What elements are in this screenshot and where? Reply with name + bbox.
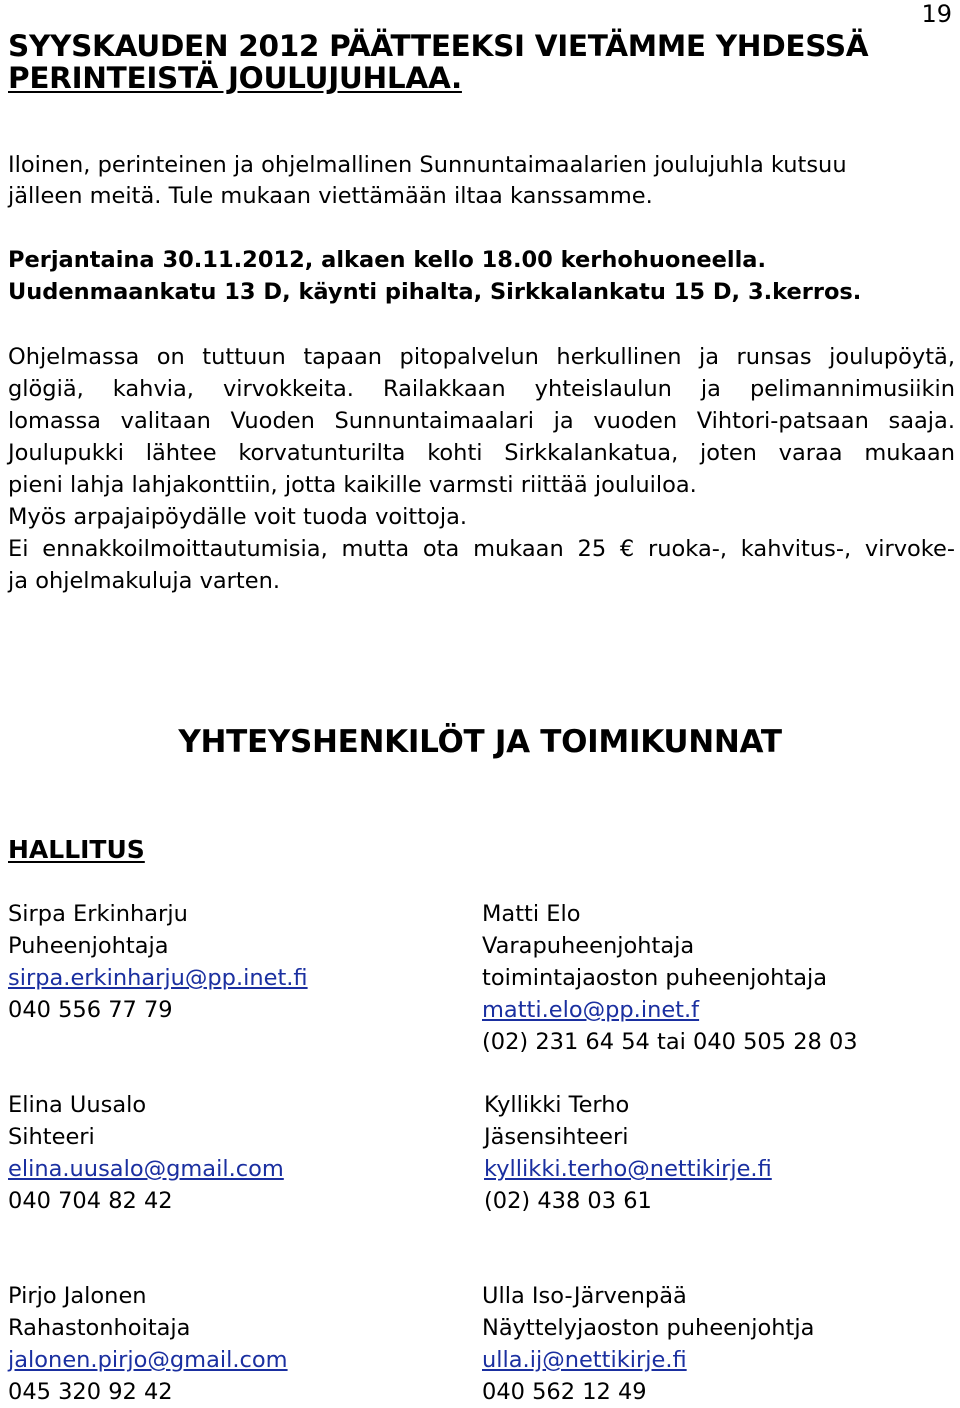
contact-role: Sihteeri bbox=[8, 1124, 95, 1150]
contact-name: Elina Uusalo bbox=[8, 1092, 147, 1118]
contact-phone: 040 562 12 49 bbox=[482, 1379, 647, 1405]
contact-phone: (02) 438 03 61 bbox=[484, 1188, 652, 1214]
contact-terho bbox=[484, 1089, 772, 1217]
contact-email-link[interactable]: kyllikki.terho@nettikirje.fi bbox=[484, 1156, 772, 1182]
contact-email-link[interactable]: sirpa.erkinharju@pp.inet.fi bbox=[8, 965, 308, 991]
contact-name: Kyllikki Terho bbox=[484, 1092, 630, 1118]
contact-phone: (02) 231 64 54 tai 040 505 28 03 bbox=[482, 1029, 858, 1055]
contact-elo bbox=[482, 898, 858, 1058]
program-line-8: ja ohjelmakuluja varten. bbox=[8, 568, 280, 594]
intro-line-2: jälleen meitä. Tule mukaan viettämään iltaa kanssamme. bbox=[8, 183, 653, 209]
event-date-line: Perjantaina 30.11.2012, alkaen kello 18.00 kerhohuoneella. bbox=[8, 247, 767, 273]
contact-email-link[interactable]: jalonen.pirjo@gmail.com bbox=[8, 1347, 288, 1373]
contact-name: Sirpa Erkinharju bbox=[8, 901, 188, 927]
contact-role: Rahastonhoitaja bbox=[8, 1315, 191, 1341]
contact-phone: 040 704 82 42 bbox=[8, 1188, 173, 1214]
intro-paragraph bbox=[8, 150, 956, 212]
contact-email-link[interactable]: elina.uusalo@gmail.com bbox=[8, 1156, 284, 1182]
page-headline bbox=[8, 30, 958, 94]
headline-line-2: PERINTEISTÄ JOULUJUHLAA. bbox=[8, 61, 462, 95]
contact-name: Pirjo Jalonen bbox=[8, 1283, 147, 1309]
board-title: HALLITUS bbox=[8, 835, 145, 864]
contact-uusalo bbox=[8, 1089, 284, 1217]
contact-name: Ulla Iso-Järvenpää bbox=[482, 1283, 687, 1309]
page-number: 19 bbox=[921, 0, 952, 28]
contacts-section-title: YHTEYSHENKILÖT JA TOIMIKUNNAT bbox=[178, 724, 782, 760]
program-line-2: glögiä, kahvia, virvokkeita. Railakkaan yhteislaulun ja pelimannimusiikin bbox=[8, 376, 955, 402]
intro-line-1: Iloinen, perinteinen ja ohjelmallinen Sunnuntaimaalarien joulujuhla kutsuu bbox=[8, 152, 847, 178]
contact-role-secondary: toimintajaoston puheenjohtaja bbox=[482, 965, 828, 991]
contact-phone: 045 320 92 42 bbox=[8, 1379, 173, 1405]
contact-role: Näyttelyjaoston puheenjohtja bbox=[482, 1315, 815, 1341]
program-line-6: Myös arpajaipöydälle voit tuoda voittoja. bbox=[8, 504, 468, 530]
headline-line-1: SYYSKAUDEN 2012 PÄÄTTEEKSI VIETÄMME YHDESSÄ bbox=[8, 29, 869, 63]
contact-phone: 040 556 77 79 bbox=[8, 997, 173, 1023]
contact-role: Varapuheenjohtaja bbox=[482, 933, 695, 959]
contact-jalonen bbox=[8, 1280, 288, 1408]
program-line-7: Ei ennakkoilmoittautumisia, mutta ota mukaan 25 € ruoka-, kahvitus-, virvoke- bbox=[8, 536, 955, 562]
program-line-5: pieni lahja lahjakonttiin, jotta kaikille varmsti riittää jouluiloa. bbox=[8, 472, 697, 498]
event-address-line: Uudenmaankatu 13 D, käynti pihalta, Sirkkalankatu 15 D, 3.kerros. bbox=[8, 279, 862, 305]
contact-erkinharju bbox=[8, 898, 308, 1026]
event-details bbox=[8, 244, 956, 308]
program-line-4: Joulupukki lähtee korvatunturilta kohti Sirkkalankatua, joten varaa mukaan bbox=[8, 440, 955, 466]
contact-role: Jäsensihteeri bbox=[484, 1124, 629, 1150]
contact-role: Puheenjohtaja bbox=[8, 933, 169, 959]
contact-email-link[interactable]: ulla.ij@nettikirje.fi bbox=[482, 1347, 687, 1373]
contact-name: Matti Elo bbox=[482, 901, 581, 927]
program-paragraph bbox=[8, 341, 955, 597]
contact-email-link[interactable]: matti.elo@pp.inet.f bbox=[482, 997, 700, 1023]
program-line-1: Ohjelmassa on tuttuun tapaan pitopalvelun herkullinen ja runsas joulupöytä, bbox=[8, 344, 955, 370]
contact-iso-jarvenpaa bbox=[482, 1280, 814, 1408]
program-line-3: lomassa valitaan Vuoden Sunnuntaimaalari ja vuoden Vihtori-patsaan saaja. bbox=[8, 408, 955, 434]
